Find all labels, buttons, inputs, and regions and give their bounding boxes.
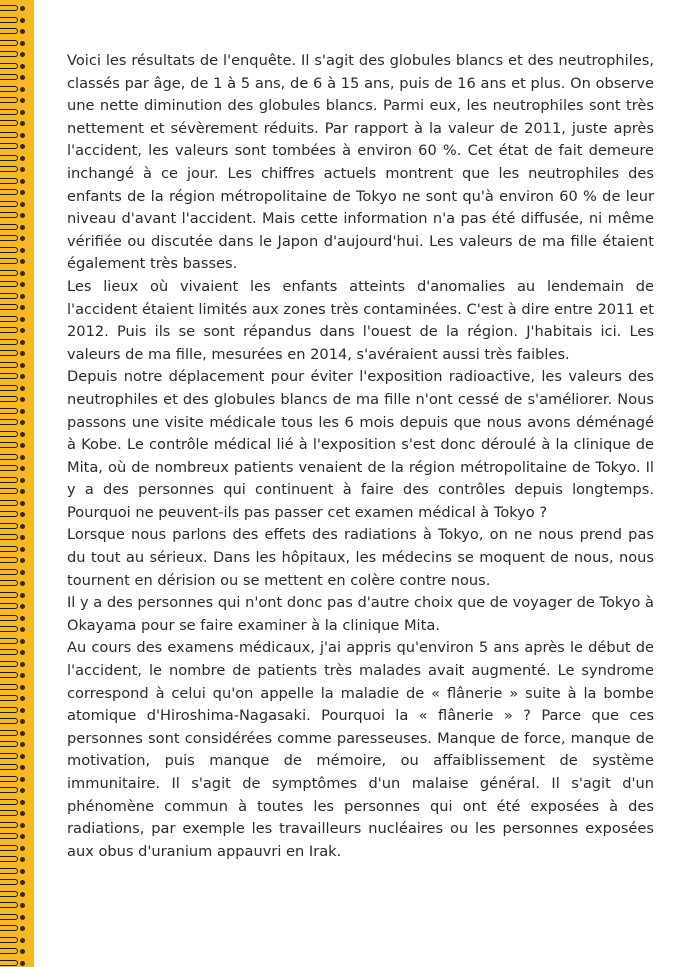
spiral-ring-icon — [0, 912, 26, 923]
spiral-ring-icon — [0, 532, 26, 543]
spiral-ring-icon — [0, 843, 26, 854]
spiral-ring-icon — [0, 751, 26, 762]
spiral-ring-icon — [0, 107, 26, 118]
spiral-ring-icon — [0, 463, 26, 474]
spiral-ring-icon — [0, 302, 26, 313]
spiral-ring-icon — [0, 889, 26, 900]
spiral-ring-icon — [0, 682, 26, 693]
spiral-ring-icon — [0, 854, 26, 865]
paragraph-6: Au cours des examens médicaux, j'ai appris qu'environ 5 ans après le début de l'accident, le nombre de patients très malades avait augmenté. Le syndrome correspond à celui qu'on appelle la maladie de « flânerie » suite à la bombe atomique d'Hiroshima-Nagasaki. Pourquoi la « flânerie » ? Parce que ces personnes sont considérées comme paresseuses. Manque de force, manque de motivation, puis manque de mémoire, ou affaiblissement de système immunitaire. Il s'agit de symptômes d'un malaise général. Il s'agit d'un phénomène commun à toutes les personnes qui ont été exposées à des radiations, par exemple les travailleurs nucléaires ou les personnes exposées aux obus d'uranium appauvri en Irak. — [67, 639, 654, 860]
spiral-ring-icon — [0, 705, 26, 716]
spiral-ring-icon — [0, 923, 26, 934]
spiral-ring-icon — [0, 164, 26, 175]
spiral-ring-icon — [0, 900, 26, 911]
spiral-ring-icon — [0, 555, 26, 566]
paragraph-3: Depuis notre déplacement pour éviter l'exposition radioactive, les valeurs des neutrophiles et des globules blancs de ma fille n'ont cessé de s'améliorer. Nous passons une visite médicale tous les 6 mois depuis que nous avons déménagé à Kobe. Le contrôle médical lié à l'exposition s'est donc déroulé à la clinique de Mita, où de nombreux patients venaient de la région métropolitaine de Tokyo. Il y a des personnes qui continuent à faire des contrôles depuis longtemps. Pourquoi ne peuvent-ils pas passer cet examen médical à Tokyo ? — [67, 368, 654, 521]
spiral-ring-icon — [0, 279, 26, 290]
spiral-ring-icon — [0, 590, 26, 601]
spiral-ring-icon — [0, 394, 26, 405]
paragraph-1: Voici les résultats de l'enquête. Il s'agit des globules blancs et des neutrophiles, classés par âge, de 1 à 5 ans, de 6 à 15 ans, puis de 16 ans et plus. On observe une nette diminution des globules blancs. Parmi eux, les neutrophiles sont très nettement et sévèrement réduits. Par rapport à la valeur de 2011, juste après l'accident, les valeurs sont tombées à environ 60 %. Cet état de fait demeure inchangé à ce jour. Les chiffres actuels montrent que les neutrophiles des enfants de la région métropolitaine de Tokyo ne sont qu'à environ 60 % de leur niveau d'avant l'accident. Mais cette information n'a pas été diffusée, ni même vérifiée ou discutée dans le Japon d'aujourd'hui. Les valeurs de ma fille étaient également très basses. — [67, 52, 654, 273]
spiral-ring-icon — [0, 153, 26, 164]
spiral-ring-icon — [0, 440, 26, 451]
spiral-ring-icon — [0, 624, 26, 635]
spiral-ring-icon — [0, 245, 26, 256]
spiral-ring-icon — [0, 831, 26, 842]
spiral-ring-icon — [0, 797, 26, 808]
spiral-ring-icon — [0, 509, 26, 520]
spiral-ring-icon — [0, 95, 26, 106]
spiral-ring-icon — [0, 820, 26, 831]
spiral-ring-icon — [0, 38, 26, 49]
spiral-ring-icon — [0, 613, 26, 624]
spiral-ring-icon — [0, 15, 26, 26]
spiral-ring-icon — [0, 935, 26, 946]
spiral-ring-icon — [0, 222, 26, 233]
spiral-ring-icon — [0, 337, 26, 348]
spiral-ring-icon — [0, 670, 26, 681]
paragraph-5: Il y a des personnes qui n'ont donc pas d'autre choix que de voyager de Tokyo à Okayama pour se faire examiner à la clinique Mita. — [67, 594, 654, 634]
spiral-ring-icon — [0, 406, 26, 417]
spiral-ring-icon — [0, 601, 26, 612]
spiral-ring-icon — [0, 84, 26, 95]
spiral-ring-icon — [0, 61, 26, 72]
spiral-ring-icon — [0, 187, 26, 198]
paragraph-4: Lorsque nous parlons des effets des radiations à Tokyo, on ne nous prend pas du tout au sérieux. Dans les hôpitaux, les médecins se moquent de nous, nous tournent en dérision ou se mettent en colère contre nous. — [67, 526, 654, 589]
spiral-ring-icon — [0, 268, 26, 279]
spiral-ring-icon — [0, 26, 26, 37]
document-body — [67, 50, 654, 863]
spiral-ring-icon — [0, 383, 26, 394]
spiral-ring-icon — [0, 256, 26, 267]
spiral-ring-icon — [0, 3, 26, 14]
spiral-ring-icon — [0, 452, 26, 463]
spiral-ring-icon — [0, 785, 26, 796]
spiral-ring-icon — [0, 72, 26, 83]
spiral-ring-icon — [0, 360, 26, 371]
spiral-ring-icon — [0, 417, 26, 428]
spiral-ring-icon — [0, 693, 26, 704]
spiral-ring-icon — [0, 544, 26, 555]
spiral-ring-icon — [0, 486, 26, 497]
spiral-binding — [0, 0, 34, 967]
spiral-ring-icon — [0, 567, 26, 578]
spiral-ring-icon — [0, 762, 26, 773]
spiral-ring-icon — [0, 429, 26, 440]
spiral-ring-icon — [0, 946, 26, 957]
spiral-ring-icon — [0, 578, 26, 589]
spiral-ring-icon — [0, 866, 26, 877]
spiral-ring-icon — [0, 774, 26, 785]
spiral-ring-icon — [0, 716, 26, 727]
spiral-ring-icon — [0, 808, 26, 819]
spiral-ring-icon — [0, 659, 26, 670]
spiral-ring-icon — [0, 199, 26, 210]
spiral-ring-icon — [0, 176, 26, 187]
spiral-ring-icon — [0, 291, 26, 302]
spiral-ring-icon — [0, 130, 26, 141]
spiral-ring-icon — [0, 498, 26, 509]
spiral-ring-icon — [0, 141, 26, 152]
spiral-ring-icon — [0, 521, 26, 532]
spiral-ring-icon — [0, 348, 26, 359]
paragraph-2: Les lieux où vivaient les enfants atteints d'anomalies au lendemain de l'accident étaient limités aux zones très contaminées. C'est à dire entre 2011 et 2012. Puis ils se sont répandus dans l'ouest de la région. J'habitais ici. Les valeurs de ma fille, mesurées en 2014, s'avéraient aussi très faibles. — [67, 277, 654, 363]
spiral-ring-icon — [0, 233, 26, 244]
spiral-ring-icon — [0, 49, 26, 60]
spiral-ring-icon — [0, 739, 26, 750]
spiral-ring-icon — [0, 728, 26, 739]
spiral-ring-icon — [0, 118, 26, 129]
spiral-ring-icon — [0, 636, 26, 647]
spiral-ring-icon — [0, 371, 26, 382]
spiral-ring-icon — [0, 210, 26, 221]
spiral-ring-icon — [0, 314, 26, 325]
spiral-ring-icon — [0, 325, 26, 336]
spiral-ring-icon — [0, 877, 26, 888]
spiral-ring-icon — [0, 958, 26, 967]
spiral-ring-icon — [0, 647, 26, 658]
spiral-ring-icon — [0, 475, 26, 486]
